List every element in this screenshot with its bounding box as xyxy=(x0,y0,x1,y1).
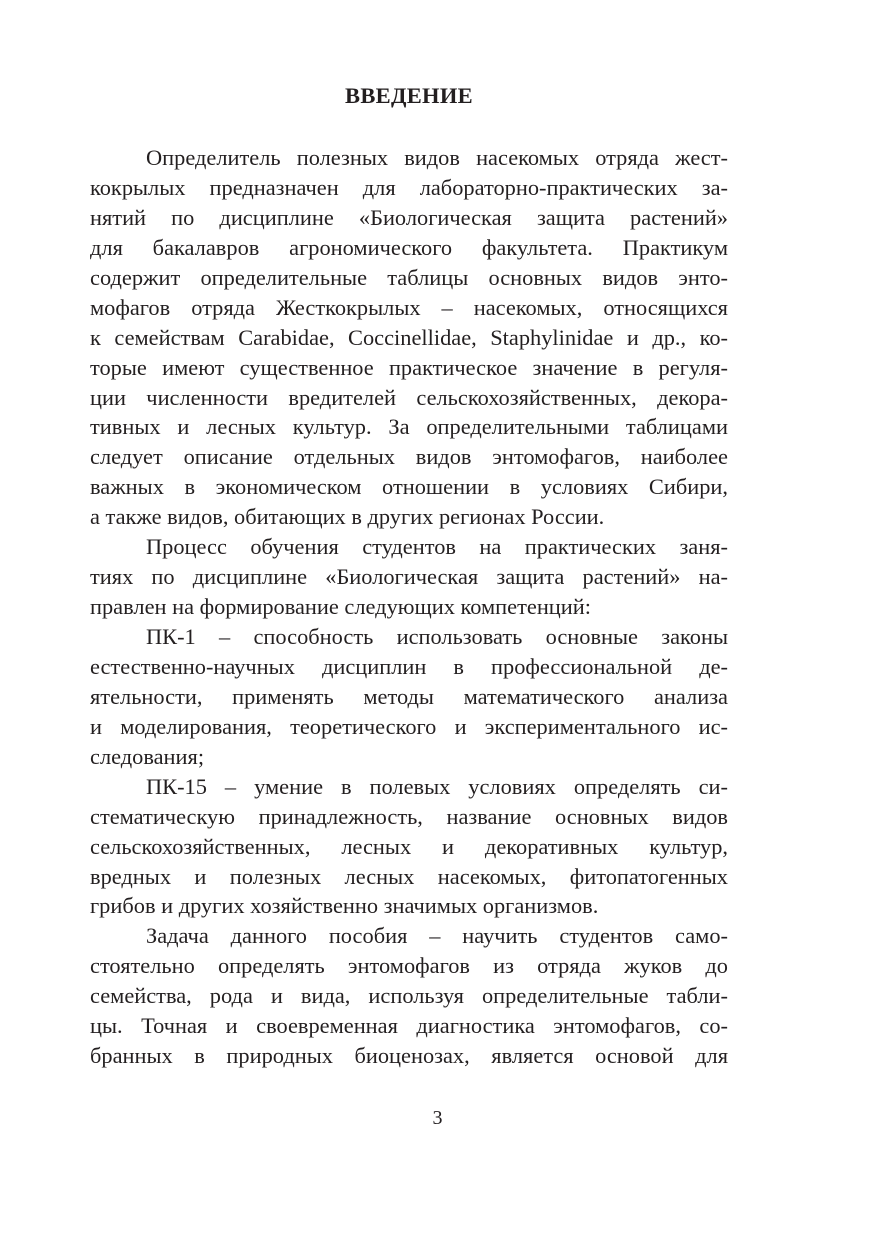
paragraph-pk15 xyxy=(90,772,728,922)
body-text xyxy=(90,143,728,1071)
page-title: ВВЕДЕНИЕ xyxy=(345,83,473,108)
text-line: цы. Точная и своевременная диагностика энтомофагов, со- xyxy=(90,1013,728,1039)
text-line: ПК-1 – способность использовать основные законы xyxy=(146,624,728,649)
text-line: мофагов отряда Жесткокрылых – насекомых, относящихся xyxy=(90,294,728,320)
text-line: а также видов, обитающих в других регионах России. xyxy=(90,504,605,530)
text-line: ции численности вредителей сельскохозяйственных, декора- xyxy=(90,384,728,410)
text-line: следования; xyxy=(90,743,205,769)
text-line: стоятельно определять энтомофагов из отряда жуков до xyxy=(90,953,728,979)
text-line: содержит определительные таблицы основных видов энто- xyxy=(90,264,728,290)
text-line: сельскохозяйственных, лесных и декоративных культур, xyxy=(90,833,728,859)
text-line: ПК-15 – умение в полевых условиях определять си- xyxy=(146,773,728,799)
text-line: вредных и полезных лесных насекомых, фитопатогенных xyxy=(90,863,728,889)
text-line: кокрылых предназначен для лабораторно-практических за- xyxy=(90,174,728,200)
text-line: ятельности, применять методы математического анализа xyxy=(90,683,728,709)
text-line: важных в экономическом отношении в условиях Сибири, xyxy=(90,474,728,500)
text-line: тивных и лесных культур. За определительными таблицами xyxy=(90,414,728,440)
page-number: 3 xyxy=(432,1107,443,1129)
text-line: правлен на формирование следующих компетенций: xyxy=(90,594,591,620)
text-line: семейства, рода и вида, используя определительные табли- xyxy=(90,983,728,1009)
text-line: к семействам Carabidae, Coccinellidae, Staphylinidae и др., ко- xyxy=(90,324,728,350)
page-content xyxy=(90,80,728,1071)
text-line: грибов и других хозяйственно значимых организмов. xyxy=(90,893,599,919)
text-line: естественно-научных дисциплин в профессиональной де- xyxy=(90,653,728,679)
text-line: Процесс обучения студентов на практических заня- xyxy=(146,534,728,560)
paragraph-task xyxy=(90,921,728,1071)
text-line: следует описание отдельных видов энтомофагов, наиболее xyxy=(90,444,728,470)
text-line: и моделирования, теоретического и экспериментального ис- xyxy=(90,713,728,739)
text-line: нятий по дисциплине «Биологическая защита растений» xyxy=(90,204,728,230)
paragraph-process xyxy=(90,532,728,622)
text-line: бранных в природных биоценозах, является основой для xyxy=(90,1043,728,1069)
text-line: Определитель полезных видов насекомых отряда жест- xyxy=(146,145,728,170)
text-line: тиях по дисциплине «Биологическая защита растений» на- xyxy=(90,564,728,590)
text-line: стематическую принадлежность, название основных видов xyxy=(90,803,728,829)
text-line: Задача данного пособия – научить студентов само- xyxy=(146,923,728,949)
paragraph-intro xyxy=(90,143,728,532)
text-line: торые имеют существенное практическое значение в регуля- xyxy=(90,354,728,380)
text-line: для бакалавров агрономического факультета. Практикум xyxy=(90,234,728,260)
paragraph-pk1 xyxy=(90,622,728,772)
